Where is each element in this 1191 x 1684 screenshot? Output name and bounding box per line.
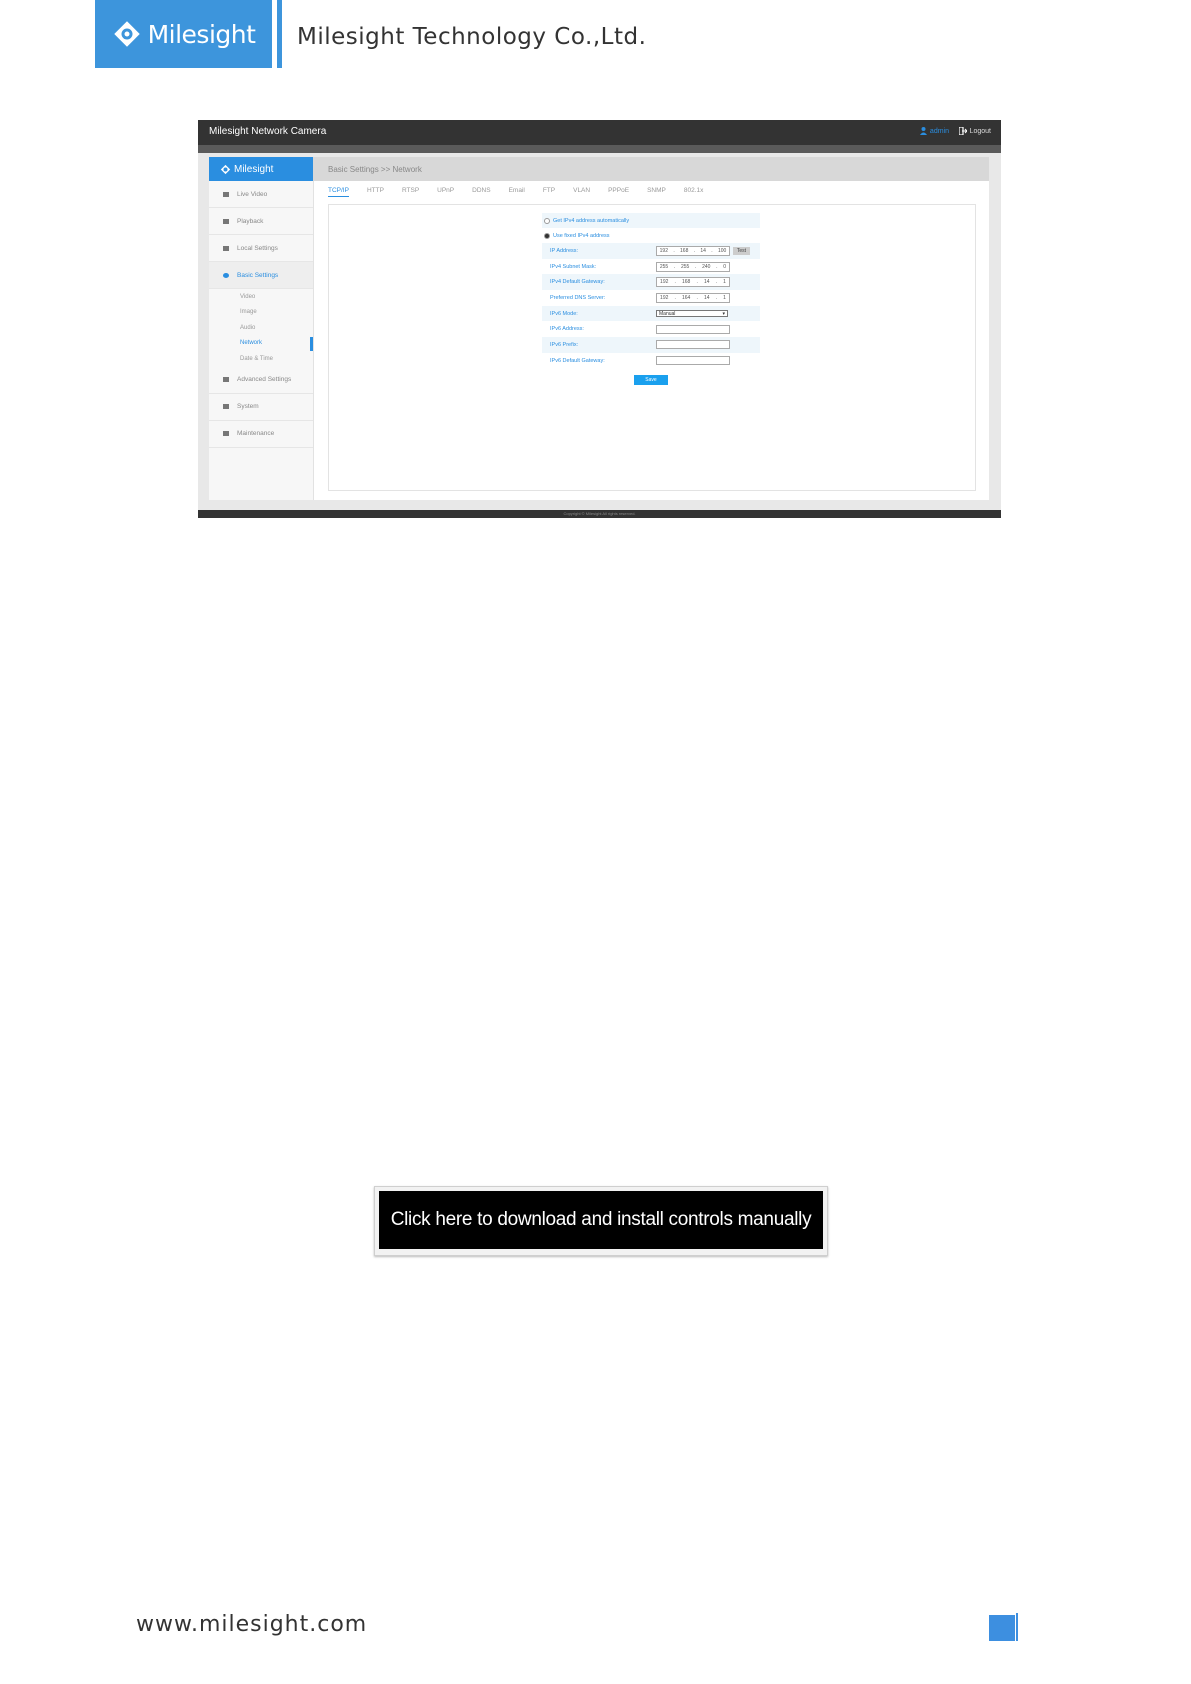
ipv6-prefix-row xyxy=(542,337,760,353)
tab-snmp[interactable]: SNMP xyxy=(647,187,666,194)
ipv6-gateway-input[interactable] xyxy=(656,356,730,365)
dns-server-label: Preferred DNS Server: xyxy=(550,294,606,301)
app-title: Milesight Network Camera xyxy=(209,126,327,137)
network-tabs xyxy=(328,187,703,197)
ipv6-address-label: IPv6 Address: xyxy=(550,326,584,333)
sidebar-item-label: Live Video xyxy=(237,190,268,198)
tcpip-form xyxy=(542,213,760,369)
sidebar-item-system[interactable] xyxy=(209,394,313,421)
tab-vlan[interactable]: VLAN xyxy=(573,187,591,194)
ipv6-mode-select[interactable] xyxy=(656,310,728,317)
user-link[interactable] xyxy=(920,127,949,135)
logout-label: Logout xyxy=(969,127,991,135)
tab-rtsp[interactable]: RTSP xyxy=(401,187,420,194)
sidebar-item-label: Maintenance xyxy=(237,430,275,437)
sidebar-item-label: Local Settings xyxy=(237,244,278,252)
sidebar-item-maintenance[interactable] xyxy=(209,421,313,448)
submenu-video[interactable]: Video xyxy=(240,293,256,300)
tab-ddns[interactable]: DDNS xyxy=(472,187,491,194)
sidebar-item-live-video[interactable] xyxy=(209,181,313,208)
download-controls-frame xyxy=(374,1186,828,1256)
tab-tcpip[interactable]: TCP/IP xyxy=(328,187,349,197)
sidebar-item-label: System xyxy=(237,403,259,410)
ipv6-address-row xyxy=(542,321,760,337)
download-controls-button[interactable]: Click here to download and install controls manually xyxy=(379,1191,823,1249)
sidebar-item-label: Playback xyxy=(237,217,264,225)
subnet-mask-row xyxy=(542,259,760,275)
milesight-small-logo-icon xyxy=(220,164,231,175)
company-name: Milesight Technology Co.,Ltd. xyxy=(297,24,647,50)
camera-sidebar xyxy=(209,157,314,500)
radio-icon xyxy=(544,218,550,224)
camera-top-bar xyxy=(198,120,1001,145)
ip-address-label: IP Address: xyxy=(550,247,579,254)
tab-8021x[interactable]: 802.1x xyxy=(683,187,704,194)
sidebar-item-advanced-settings[interactable] xyxy=(209,367,313,394)
submenu-network[interactable]: Network xyxy=(209,336,313,352)
logout-icon xyxy=(959,127,967,135)
ipv6-mode-row xyxy=(542,306,760,322)
tab-pppoe[interactable]: PPPoE xyxy=(608,187,630,194)
sidebar-item-label: Advanced Settings xyxy=(237,376,292,383)
subnet-mask-label: IPv4 Subnet Mask: xyxy=(550,263,597,270)
breadcrumb: Basic Settings >> Network xyxy=(313,157,989,181)
radio-label: Use fixed IPv4 address xyxy=(553,232,610,239)
ipv6-prefix-label: IPv6 Prefix: xyxy=(550,341,579,348)
sidebar-logo xyxy=(209,157,313,181)
ipv6-mode-label: IPv6 Mode: xyxy=(550,310,578,317)
submenu-date-time[interactable]: Date & Time xyxy=(240,355,274,362)
milesight-logo-icon xyxy=(112,19,142,49)
gear-icon xyxy=(223,273,229,278)
logo-text: Milesight xyxy=(147,19,256,49)
ipv6-gateway-row xyxy=(542,353,760,369)
playback-icon xyxy=(223,219,229,224)
ipv6-mode-value: Manual xyxy=(659,310,676,317)
logout-link[interactable] xyxy=(959,127,991,135)
chevron-down-icon: ▾ xyxy=(722,310,725,317)
radio-checked-icon xyxy=(544,233,550,239)
ipv6-prefix-input[interactable] xyxy=(656,340,730,349)
camera-sub-strip xyxy=(198,145,1001,153)
ip-address-input[interactable]: 192 . 168 . 14 . 100 xyxy=(656,246,730,256)
sidebar-logo-text: Milesight xyxy=(234,163,274,175)
sidebar-item-playback[interactable] xyxy=(209,208,313,235)
radio-label: Get IPv4 address automatically xyxy=(553,217,630,224)
radio-get-ipv4-auto[interactable] xyxy=(542,213,760,228)
header-divider xyxy=(277,0,282,68)
tab-ftp[interactable]: FTP xyxy=(542,187,556,194)
sidebar-item-local-settings[interactable] xyxy=(209,235,313,262)
wrench-icon xyxy=(223,377,229,382)
camera-body xyxy=(209,157,989,500)
radio-use-fixed-ipv4[interactable] xyxy=(542,228,760,243)
toolbox-icon xyxy=(223,431,229,436)
footer-line-mark xyxy=(1016,1613,1018,1641)
save-button[interactable]: Save xyxy=(634,375,668,385)
tcpip-content xyxy=(328,204,976,491)
sidebar-item-basic-settings[interactable] xyxy=(209,262,313,289)
camera-footer: Copyright © Milesight All rights reserved. xyxy=(198,510,1001,518)
tab-upnp[interactable]: UPnP xyxy=(437,187,455,194)
ipv6-gateway-label: IPv6 Default Gateway: xyxy=(550,357,605,364)
dns-server-row xyxy=(542,290,760,306)
user-name: admin xyxy=(929,127,949,135)
default-gateway-row xyxy=(542,274,760,290)
footer-square-mark xyxy=(989,1615,1015,1641)
folder-icon xyxy=(223,246,229,251)
ipv6-address-input[interactable] xyxy=(656,325,730,334)
camera-ui-screenshot xyxy=(198,120,1001,518)
dns-server-input[interactable]: 192 . 164 . 14 . 1 xyxy=(656,293,730,303)
submenu-audio[interactable]: Audio xyxy=(240,324,256,331)
tab-email[interactable]: Email xyxy=(508,187,525,194)
tab-http[interactable]: HTTP xyxy=(366,187,384,194)
subnet-mask-input[interactable]: 255 . 255 . 240 . 0 xyxy=(656,262,730,272)
submenu-image[interactable]: Image xyxy=(240,309,257,316)
test-button[interactable]: Test xyxy=(733,247,750,255)
user-icon xyxy=(920,127,927,135)
ip-address-row xyxy=(542,243,760,259)
sidebar-item-label: Basic Settings xyxy=(237,271,279,279)
monitor-icon xyxy=(223,404,229,409)
video-icon xyxy=(223,192,229,197)
camera-main xyxy=(313,157,989,500)
milesight-logo xyxy=(95,0,272,68)
default-gateway-label: IPv4 Default Gateway: xyxy=(550,279,605,286)
default-gateway-input[interactable]: 192 . 168 . 14 . 1 xyxy=(656,277,730,287)
website-url: www.milesight.com xyxy=(136,1612,368,1637)
